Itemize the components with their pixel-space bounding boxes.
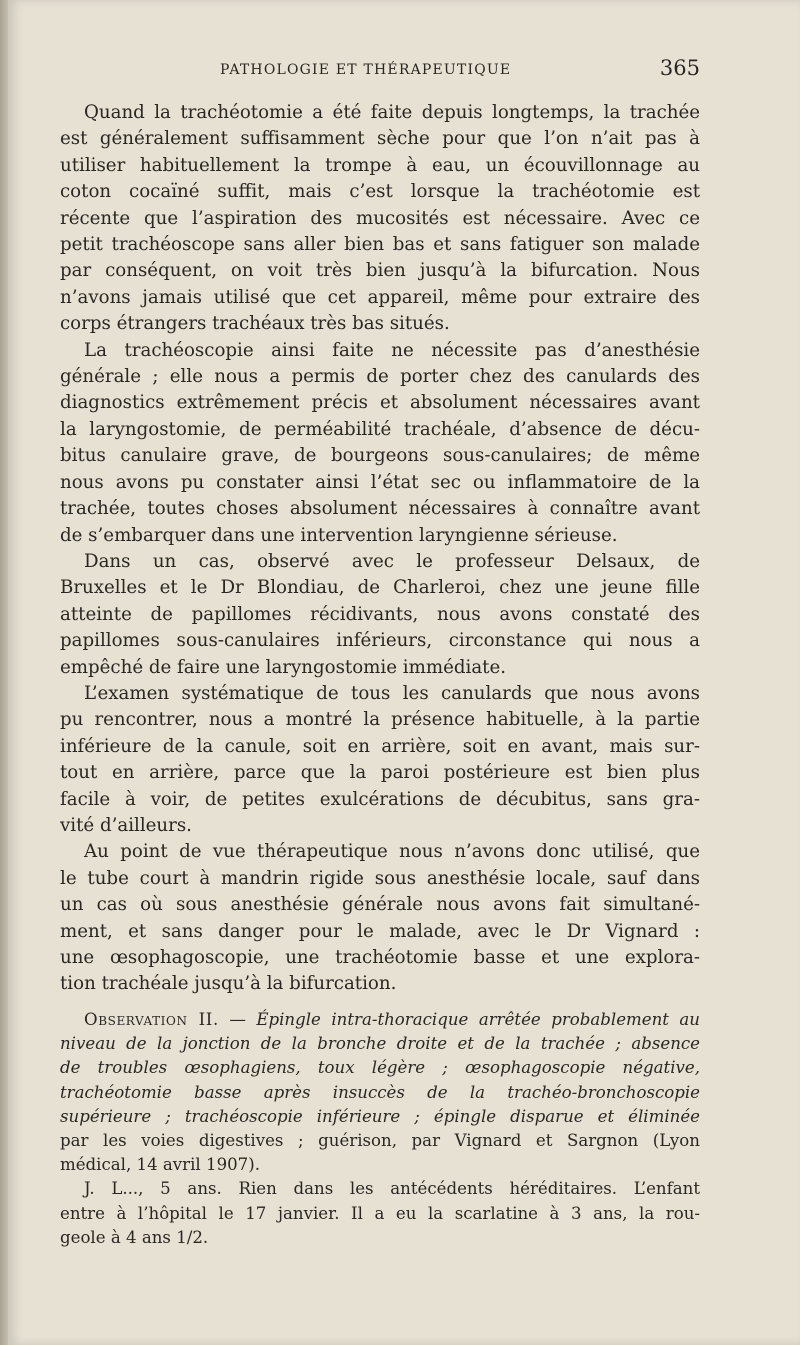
text-line: coton cocaïné suffit, mais c’est lorsque la trachéotomie est bbox=[60, 181, 700, 203]
text-line: papillomes sous-canulaires inférieurs, circonstance qui nous a bbox=[60, 630, 700, 652]
text-line: vité d’ailleurs. bbox=[60, 814, 192, 836]
text-line: la laryngostomie, de perméabilité trachéale, d’absence de décu- bbox=[60, 418, 700, 440]
observation-summary-line: médical, 14 avril 1907). bbox=[60, 1155, 260, 1175]
observation-summary-line: par les voies digestives ; guérison, par Vignard et Sargnon (Lyon bbox=[60, 1131, 700, 1151]
observation-summary-line: de troubles œsophagiens, toux légère ; œsophagoscopie négative, bbox=[60, 1058, 700, 1078]
text-line: diagnostics extrêmement précis et absolument nécessaires avant bbox=[60, 392, 700, 414]
text-line: de s’embarquer dans une intervention laryngienne sérieuse. bbox=[60, 524, 618, 546]
text-line: une œsophagoscopie, une trachéotomie basse et une explora- bbox=[60, 947, 700, 968]
text-line: trachée, toutes choses absolument nécessaires à connaître avant bbox=[60, 498, 700, 520]
text-line: est généralement suffisamment sèche pour que l’on n’ait pas à bbox=[60, 128, 700, 150]
text-line: La trachéoscopie ainsi faite ne nécessite pas d’anesthésie bbox=[84, 339, 700, 361]
text-line: facile à voir, de petites exulcérations de décubitus, sans gra- bbox=[60, 788, 700, 810]
text-line: le tube court à mandrin rigide sous anesthésie locale, sauf dans bbox=[60, 867, 700, 889]
text-line: entre à l’hôpital le 17 janvier. Il a eu la scarlatine à 3 ans, la rou- bbox=[60, 1203, 700, 1223]
text-line: tion trachéale jusqu’à la bifurcation. bbox=[60, 973, 397, 995]
text-line: n’avons jamais utilisé que cet appareil, même pour extraire des bbox=[60, 286, 700, 308]
text-line: pu rencontrer, nous a montré la présence habituelle, à la partie bbox=[60, 709, 700, 731]
observation-summary-line: niveau de la jonction de la bronche droite et de la trachée ; absence bbox=[60, 1034, 700, 1054]
paragraph-1 bbox=[60, 100, 700, 338]
text-line: J. L..., 5 ans. Rien dans les antécédents héréditaires. L’enfant bbox=[84, 1179, 700, 1199]
observation-title-line bbox=[60, 1008, 700, 1032]
body-text bbox=[60, 100, 700, 998]
text-line: par conséquent, on voit très bien jusqu’à la bifurcation. Nous bbox=[60, 260, 700, 282]
text-line: générale ; elle nous a permis de porter chez des canulards des bbox=[60, 366, 700, 388]
text-line: Au point de vue thérapeutique nous n’avons donc utilisé, que bbox=[84, 841, 700, 863]
text-line: nous avons pu constater ainsi l’état sec ou inflammatoire de la bbox=[60, 471, 700, 493]
text-line: petit trachéoscope sans aller bien bas et sans fatiguer son malade bbox=[60, 234, 700, 256]
text-line: L’examen systématique de tous les canulards que nous avons bbox=[84, 682, 700, 704]
text-line: geole à 4 ans 1/2. bbox=[60, 1227, 209, 1247]
text-line: tout en arrière, parce que la paroi postérieure est bien plus bbox=[60, 762, 700, 784]
text-line: inférieure de la canule, soit en arrière, soit en avant, mais sur- bbox=[60, 735, 700, 757]
paragraph-3 bbox=[60, 549, 700, 681]
paragraph-2 bbox=[60, 338, 700, 549]
text-line: un cas où sous anesthésie générale nous avons fait simultané- bbox=[60, 894, 700, 916]
text-line: corps étrangers trachéaux très bas situés. bbox=[60, 313, 450, 335]
observation-summary-line: supérieure ; trachéoscopie inférieure ; épingle disparue et éliminée bbox=[60, 1106, 700, 1126]
text-line: récente que l’aspiration des mucosités est nécessaire. Avec ce bbox=[60, 207, 700, 229]
paragraph-4 bbox=[60, 681, 700, 839]
running-head: PATHOLOGIE ET THÉRAPEUTIQUE bbox=[220, 62, 512, 78]
text-line: ment, et sans danger pour le malade, avec le Dr Vignard : bbox=[60, 920, 700, 942]
text-line: atteinte de papillomes récidivants, nous avons constaté des bbox=[60, 603, 700, 625]
observation-summary-line: trachéotomie basse après insuccès de la trachéo-bronchoscopie bbox=[60, 1082, 700, 1102]
observation-block bbox=[60, 1008, 700, 1250]
text-line: utiliser habituellement la trompe à eau, un écouvillonnage au bbox=[60, 154, 700, 176]
text-line: bitus canulaire grave, de bourgeons sous-canulaires; de même bbox=[60, 445, 700, 467]
page-number: 365 bbox=[659, 56, 700, 80]
observation-label: Observation II. bbox=[84, 1010, 219, 1029]
paragraph-5 bbox=[60, 839, 700, 997]
text-line: empêché de faire une laryngostomie immédiate. bbox=[60, 656, 507, 678]
text-line: Bruxelles et le Dr Blondiau, de Charleroi, chez une jeune fille bbox=[60, 577, 700, 599]
observation-summary: — Épingle intra-thoracique arrêtée probablement au bbox=[218, 1010, 700, 1029]
page-header bbox=[60, 58, 700, 88]
text-line: Quand la trachéotomie a été faite depuis longtemps, la trachée bbox=[84, 102, 700, 123]
text-line: Dans un cas, observé avec le professeur Delsaux, de bbox=[84, 550, 700, 572]
